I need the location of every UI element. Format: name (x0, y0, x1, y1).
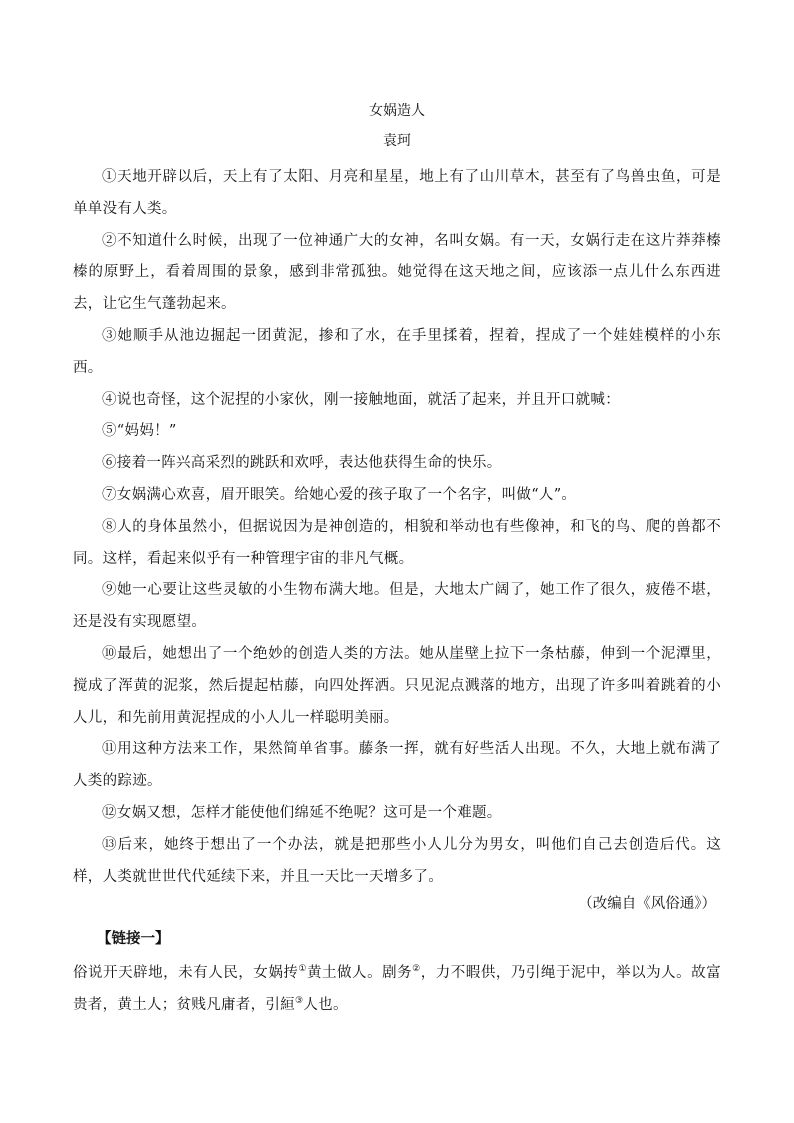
article-author: 袁珂 (383, 133, 411, 149)
paragraph-10: ⑩最后，她想出了一个绝妙的创造人类的方法。她从崖壁上拉下一条枯藤，伸到一个泥潭里，搅成了浑黄的泥浆，然后提起枯藤，向四处挥洒。只见泥点溅落的地方，出现了许多叫着跳着的小人儿，和先前用黄泥捏成的小人儿一样聪明美丽。 (73, 645, 721, 726)
link-one-text-part: 黄土做人。剧务 (306, 965, 413, 981)
link-one-text-part: 人也。 (303, 996, 348, 1013)
footnote-marker-1: ① (298, 964, 307, 974)
paragraph-12: ⑫女娲又想，怎样才能使他们绵延不绝呢？这可是一个难题。 (102, 804, 502, 821)
paragraph-8: ⑧人的身体虽然小，但据说因为是神创造的，相貌和举动也有些像神，和飞的鸟、爬的兽都不同。这样，看起来似乎有一种管理宇宙的非凡气概。 (73, 518, 721, 567)
link-one-text-part: 俗说开天辟地，未有人民，女娲抟 (73, 965, 299, 981)
paragraph-5: ⑤“妈妈！” (102, 423, 177, 440)
paragraph-1: ①天地开辟以后，天上有了太阳、月亮和星星，地上有了山川草木，甚至有了鸟兽虫鱼，可是单单没有人类。 (73, 169, 721, 217)
link-one-text-part: ，力不暇供，乃引绳于泥中，举以为人。故富贵者，黄土人；贫贱凡庸者，引絙 (73, 965, 721, 1013)
footnote-marker-2: ② (412, 964, 421, 974)
footnote-marker-3: ③ (295, 995, 304, 1006)
paragraph-6: ⑥接着一阵兴高采烈的跳跃和欢呼，表达他获得生命的快乐。 (102, 455, 502, 472)
article-title: 女娲造人 (369, 103, 425, 119)
paragraph-7: ⑦女娲满心欢喜，眉开眼笑。给她心爱的孩子取了一个名字，叫做“人”。 (102, 486, 577, 503)
article-body (73, 162, 721, 893)
paragraph-4: ④说也奇怪，这个泥捏的小家伙，刚一接触地面，就活了起来，并且开口就喊： (102, 391, 620, 408)
link-one-text (73, 958, 721, 1022)
source-note: （改编自《风俗通》） (578, 896, 716, 912)
paragraph-11: ⑪用这种方法来工作，果然简单省事。藤条一挥，就有好些活人出现。不久，大地上就布满了人类的踪迹。 (73, 741, 721, 790)
paragraph-13: ⑬后来，她终于想出了一个办法，就是把那些小人儿分为男女，叫他们自己去创造后代。这样，人类就世世代代延续下来，并且一天比一天增多了。 (73, 836, 721, 885)
link-one-heading: 【链接一】 (97, 931, 170, 947)
paragraph-9: ⑨她一心要让这些灵敏的小生物布满大地。但是，大地太广阔了，她工作了很久，疲倦不堪，还是没有实现愿望。 (73, 582, 721, 631)
paragraph-3: ③她顺手从池边掘起一团黄泥，掺和了水，在手里揉着，捏着，捏成了一个娃娃模样的小东西。 (73, 327, 721, 376)
paragraph-2: ②不知道什么时候，出现了一位神通广大的女神，名叫女娲。有一天，女娲行走在这片莽莽榛榛的原野上，看着周围的景象，感到非常孤独。她觉得在这天地之间，应该添一点儿什么东西进去，让它生气蓬勃起来。 (73, 232, 721, 313)
